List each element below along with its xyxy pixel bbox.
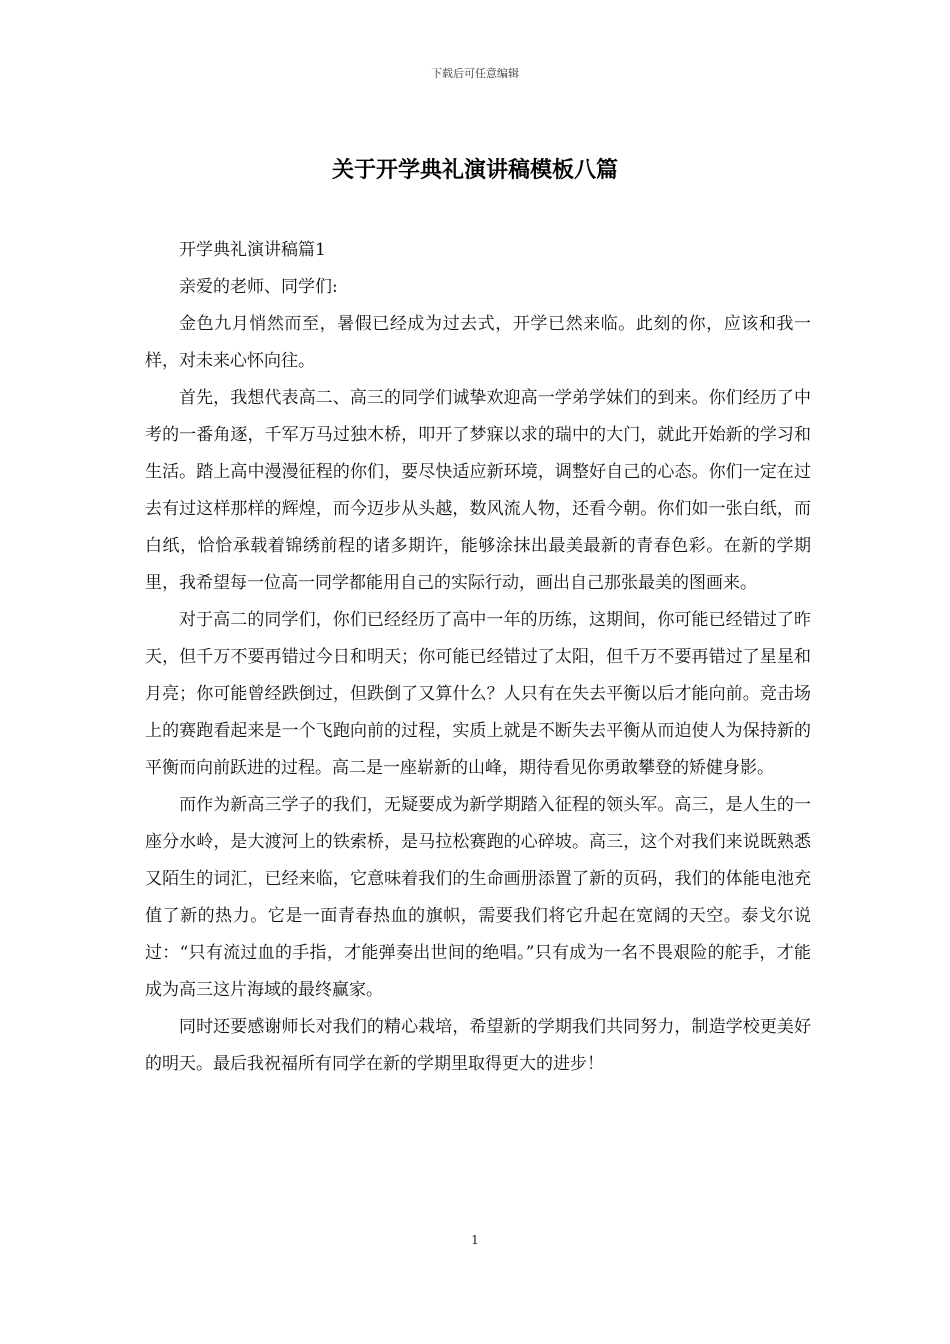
paragraph: 金色九月悄然而至，暑假已经成为过去式，开学已然来临。此刻的你，应该和我一样，对未来心怀向往。 xyxy=(145,314,811,371)
salutation: 亲爱的老师、同学们: xyxy=(179,277,338,297)
document-title: 关于开学典礼演讲稿模板八篇 xyxy=(331,157,618,183)
document-body xyxy=(145,232,811,1083)
header-note: 下载后可任意编辑 xyxy=(431,67,519,80)
paragraph: 而作为新高三学子的我们，无疑要成为新学期踏入征程的领头军。高三，是人生的一座分水岭，是大渡河上的铁索桥，是马拉松赛跑的心碎坡。高三，这个对我们来说既熟悉又陌生的词汇，已经来临，它意味着我们的生命画册添置了新的页码，我们的体能电池充值了新的热力。它是一面青春热血的旗帜，需要我们将它升起在宽阔的天空。泰戈尔说过：“只有流过血的手指，才能弹奏出世间的绝唱。”只有成为一名不畏艰险的舵手，才能成为高三这片海域的最终赢家。 xyxy=(145,795,811,1000)
paragraph: 首先，我想代表高二、高三的同学们诚挚欢迎高一学弟学妹们的到来。你们经历了中考的一番角逐，千军万马过独木桥，叩开了梦寐以求的瑞中的大门，就此开始新的学习和生活。踏上高中漫漫征程的你们，要尽快适应新环境，调整好自己的心态。你们一定在过去有过这样那样的辉煌，而今迈步从头越，数风流人物，还看今朝。你们如一张白纸，而白纸，恰恰承载着锦绣前程的诸多期许，能够涂抹出最美最新的青春色彩。在新的学期里，我希望每一位高一同学都能用自己的实际行动，画出自己那张最美的图画来。 xyxy=(145,388,811,593)
paragraph: 对于高二的同学们，你们已经经历了高中一年的历练，这期间，你可能已经错过了昨天，但千万不要再错过今日和明天；你可能已经错过了太阳，但千万不要再错过了星星和月亮；你可能曾经跌倒过，但跌倒了又算什么？人只有在失去平衡以后才能向前。竞击场上的赛跑看起来是一个飞跑向前的过程，实质上就是不断失去平衡从而迫使人为保持新的平衡而向前跃进的过程。高二是一座崭新的山峰，期待看见你勇敢攀登的矫健身影。 xyxy=(145,610,811,778)
paragraph: 同时还要感谢师长对我们的精心栽培，希望新的学期我们共同努力，制造学校更美好的明天。最后我祝福所有同学在新的学期里取得更大的进步！ xyxy=(145,1017,811,1074)
page-number: 1 xyxy=(471,1233,479,1247)
section-heading: 开学典礼演讲稿篇1 xyxy=(179,240,326,260)
